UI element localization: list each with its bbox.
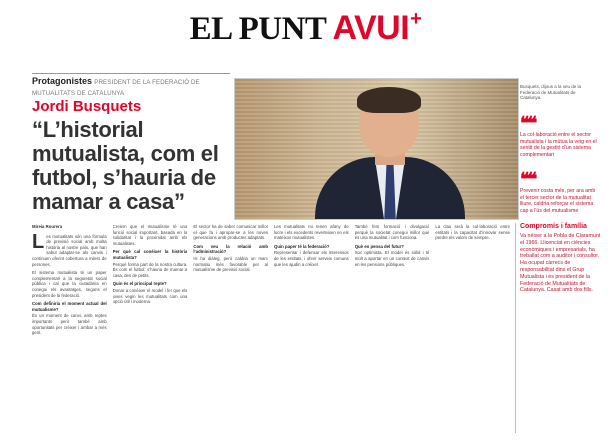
interview-question: Com veu la relació amb l’administració? xyxy=(193,243,269,255)
hair xyxy=(357,87,421,113)
paragraph: El sistema mutualista té un paper complementari a la seguretat social pública i cal que la ciutadania en conegui els avantatges, segons el president de la federació. xyxy=(32,270,107,298)
side-quote-text: Prevenir costa més, per ara amb el tercer sector de la mutualitat lliure, caldria reforçar el sistema cap a l’ús del mutualisme xyxy=(520,188,596,214)
interviewee-name: Jordi Busquets xyxy=(32,98,142,115)
headline: “L’historial mutualista, com el futbol, s’hauria de mamar a casa” xyxy=(32,117,219,214)
kicker-section: Protagonistes xyxy=(32,76,93,86)
interview-question: Quin és el principal repte? xyxy=(112,281,167,287)
interview-answer: Perquè forma part de la nostra cultura. És com el futbol: s’hauria de mamar a casa, des de petits. xyxy=(112,261,188,278)
masthead xyxy=(0,8,611,48)
photo-caption: Busquets, dijous a la seu de la Federació de Mutualitats de Catalunya. xyxy=(520,84,582,100)
portrait-photo xyxy=(234,78,519,220)
newspaper-logo[interactable] xyxy=(190,8,422,53)
interview-question: Per què cal conèixer la història mutualista? xyxy=(112,249,188,260)
kicker-role: PRESIDENT DE LA FEDERACIÓ DE MUTUALITATS DE CATALUNYA xyxy=(32,79,200,97)
paragraph: La clau serà la col·laboració entre entitats i la capacitat d’innovar sense perdre els valors de sempre. xyxy=(435,224,511,241)
byline: Mireia Rourera xyxy=(32,224,63,229)
side-quote-text: La col·laboració entre el sector mutualista i la mútua la veig en el sentit de la gestió d’un sistema complementari xyxy=(520,132,597,158)
profile-text: Va néixer a la Pobla de Claramunt el 1966. Llicenciat en ciències econòmiques i empresarials, ha treballat com a auditor i consultor. Ha ocupat càrrecs de responsabilitat dins el Grup Mutualista i és president de la Federació de Mutualitats de Catalunya. Casat amb dos fills. xyxy=(520,233,601,294)
interview-answer: És un moment de canvi, amb reptes importants però també amb oportunitats per créixer i arribar a més gent. xyxy=(32,313,107,336)
paragraph: Les mutualitats no tenen afany de lucre i els excedents reverteixen en els mateixos mutualistes. xyxy=(274,224,349,241)
profile-box xyxy=(515,223,602,433)
interview-question: Quin paper té la federació? xyxy=(274,243,330,249)
side-quote-1 xyxy=(520,113,598,158)
interview-answer: Soc optimista. El model és sòlid i té molt a aportar en un context de canvis en les pensions públiques. xyxy=(354,250,430,267)
article-column-3 xyxy=(193,224,268,436)
interview-question: Com definiria el moment actual del mutualisme? xyxy=(32,301,107,312)
interview-answer: Representar i defensar els interessos de les entitats, i oferir serveis comuns que les ajudin a créixer. xyxy=(274,250,349,267)
lead-paragraph: Les mutualitats són una fórmula de previsió social amb molta història al nostre país, que han sabut adaptar-se als canvis i continuen oferint cobertura a milers de persones. xyxy=(32,230,107,267)
quote-mark-icon: ❝❝ xyxy=(520,113,536,133)
interview-answer: Hi ha diàleg, però caldria un marc normatiu més favorable per al mutualisme de previsió social. xyxy=(193,255,269,273)
paragraph: El sector ha de saber comunicar millor el que fa i apropar-se a les noves generacions amb productes adaptats. xyxy=(193,224,269,241)
side-quote-2 xyxy=(520,169,598,214)
logo-elpunt: EL PUNT xyxy=(189,11,327,47)
article-column-2 xyxy=(113,224,188,436)
logo-plus: + xyxy=(410,8,422,30)
article-column-4 xyxy=(274,224,349,436)
interview-answer: Donar a conèixer el model i fer que els joves vegin les mutualitats com una opció útil i moderna. xyxy=(112,287,188,305)
profile-title: Compromís i família xyxy=(520,223,587,230)
article-body xyxy=(32,224,510,436)
paragraph: Creiem que el mutualisme té una funció social important, basada en la solidaritat i la proximitat amb els mutualistes. xyxy=(112,224,188,246)
quote-mark-icon: ❝❝ xyxy=(520,169,536,189)
kicker xyxy=(32,76,232,99)
article-column-5 xyxy=(355,224,430,436)
article-column-1 xyxy=(32,224,107,436)
interview-question: Què en pensa del futur? xyxy=(354,243,404,249)
logo-avui: AVUI xyxy=(332,9,410,47)
article-column-6 xyxy=(435,224,510,436)
section-rule xyxy=(32,73,230,74)
paragraph: També fem formació i divulgació perquè la societat conegui millor què és una mutualitat i com funciona. xyxy=(354,224,430,241)
